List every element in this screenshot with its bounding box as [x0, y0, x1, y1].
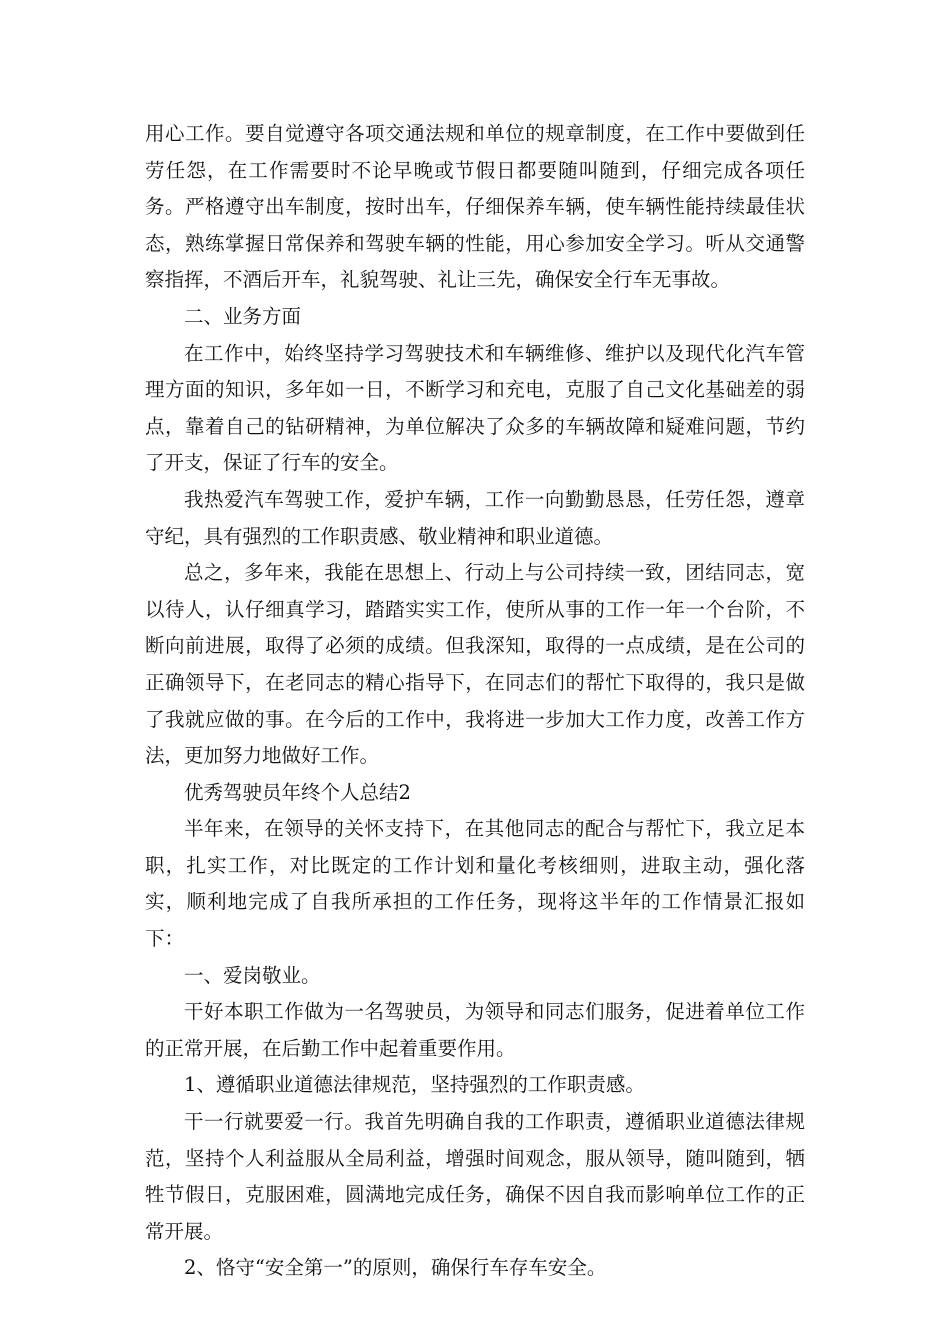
subheading-1: 1、遵循职业道德法律规范，坚持强烈的工作职责感。	[184, 1073, 645, 1097]
paragraph: 半年来，在领导的关怀支持下，在其他同志的配合与帮忙下，我立足本职，扎实工作，对比既定的工作计划和量化考核细则，进取主动，强化落实，顺利地完成了自我所承担的工作任务，现将这半年的工作情景汇报如下：	[145, 817, 805, 951]
document-title-2: 优秀驾驶员年终个人总结2	[184, 780, 411, 804]
section-heading-dedication: 一、爱岗敬业。	[184, 963, 321, 987]
section-heading-business: 二、业务方面	[184, 304, 302, 328]
paragraph-continued: 用心工作。要自觉遵守各项交通法规和单位的规章制度，在工作中要做到任劳任怨，在工作需要时不论早晚或节假日都要随叫随到，仔细完成各项任务。严格遵守出车制度，按时出车，仔细保养车辆，使车辆性能持续最佳状态，熟练掌握日常保养和驾驶车辆的性能，用心参加安全学习。听从交通警察指挥，不酒后开车，礼貌驾驶、礼让三先，确保安全行车无事故。	[145, 122, 805, 292]
document-body	[145, 116, 805, 1287]
paragraph: 在工作中，始终坚持学习驾驶技术和车辆维修、维护以及现代化汽车管理方面的知识，多年如一日，不断学习和充电，克服了自己文化基础差的弱点，靠着自己的钻研精神，为单位解决了众多的车辆故障和疑难问题，节约了开支，保证了行车的安全。	[145, 341, 805, 475]
subheading-2: 2、恪守“安全第一”的原则，确保行车存车安全。	[184, 1256, 607, 1280]
paragraph: 我热爱汽车驾驶工作，爱护车辆，工作一向勤勤恳恳，任劳任怨，遵章守纪，具有强烈的工作职责感、敬业精神和职业道德。	[145, 487, 805, 548]
paragraph: 干好本职工作做为一名驾驶员，为领导和同志们服务，促进着单位工作的正常开展，在后勤工作中起着重要作用。	[145, 1000, 805, 1060]
paragraph: 干一行就要爱一行。我首先明确自我的工作职责，遵循职业道德法律规范，坚持个人利益服从全局利益，增强时间观念，服从领导，随叫随到，牺牲节假日，克服困难，圆满地完成任务，确保不因自我而影响单位工作的正常开展。	[145, 1110, 805, 1243]
paragraph: 总之，多年来，我能在思想上、行动上与公司持续一致，团结同志，宽以待人，认仔细真学习，踏踏实实工作，使所从事的工作一年一个台阶，不断向前进展，取得了必须的成绩。但我深知，取得的一点成绩，是在公司的正确领导下，在老同志的精心指导下，在同志们的帮忙下取得的，我只是做了我就应做的事。在今后的工作中，我将进一步加大工作力度，改善工作方法，更加努力地做好工作。	[145, 561, 805, 768]
